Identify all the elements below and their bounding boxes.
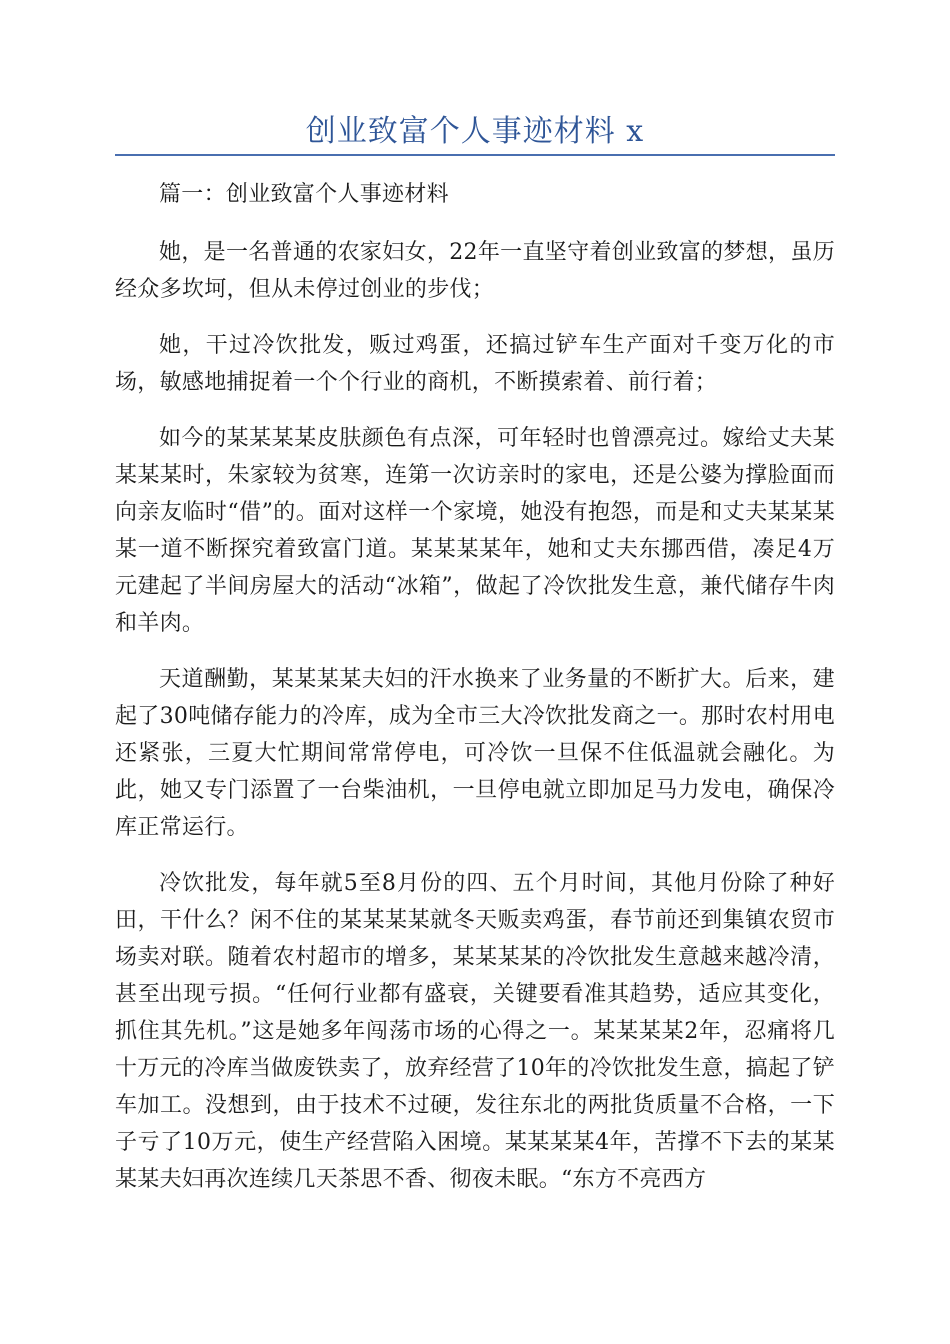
title-underline <box>115 154 835 156</box>
section-heading: 篇一：创业致富个人事迹材料 <box>159 182 449 207</box>
paragraph-2: 她，干过冷饮批发，贩过鸡蛋，还搞过铲车生产面对千变万化的市场，敏感地捕捉着一个个行业的商机，不断摸索着、前行着； <box>115 333 835 395</box>
paragraph-4: 天道酬勤，某某某某夫妇的汗水换来了业务量的不断扩大。后来，建起了30吨储存能力的冷库，成为全市三大冷饮批发商之一。那时农村用电还紧张，三夏大忙期间常常停电，可冷饮一旦保不住低温就会融化。为此，她又专门添置了一台柴油机，一旦停电就立即加足马力发电，确保冷库正常运行。 <box>115 667 835 840</box>
paragraph-1: 她，是一名普通的农家妇女，22年一直坚守着创业致富的梦想，虽历经众多坎坷，但从未停过创业的步伐； <box>115 240 835 302</box>
document-body <box>115 176 835 1217</box>
paragraph-3: 如今的某某某某皮肤颜色有点深，可年轻时也曾漂亮过。嫁给丈夫某某某某时，朱家较为贫寒，连第一次访亲时的家电，还是公婆为撑脸面而向亲友临时“借”的。面对这样一个家境，她没有抱怨，而是和丈夫某某某某一道不断探究着致富门道。某某某某年，她和丈夫东挪西借，凑足4万元建起了半间房屋大的活动“冰箱”，做起了冷饮批发生意，兼代储存牛肉和羊肉。 <box>115 426 835 636</box>
paragraph-5: 冷饮批发，每年就5至8月份的四、五个月时间，其他月份除了种好田，干什么？闲不住的某某某某就冬天贩卖鸡蛋，春节前还到集镇农贸市场卖对联。随着农村超市的增多，某某某某的冷饮批发生意越来越冷清，甚至出现亏损。“任何行业都有盛衰，关键要看准其趋势，适应其变化，抓住其先机。”这是她多年闯荡市场的心得之一。某某某某2年，忍痛将几十万元的冷库当做废铁卖了，放弃经营了10年的冷饮批发生意，搞起了铲车加工。没想到，由于技术不过硬，发往东北的两批货质量不合格，一下子亏了10万元，使生产经营陷入困境。某某某某4年，苦撑不下去的某某某某夫妇再次连续几天茶思不香、彻夜未眠。“东方不亮西方 <box>115 871 835 1192</box>
document-title: 创业致富个人事迹材料 x <box>305 114 645 149</box>
